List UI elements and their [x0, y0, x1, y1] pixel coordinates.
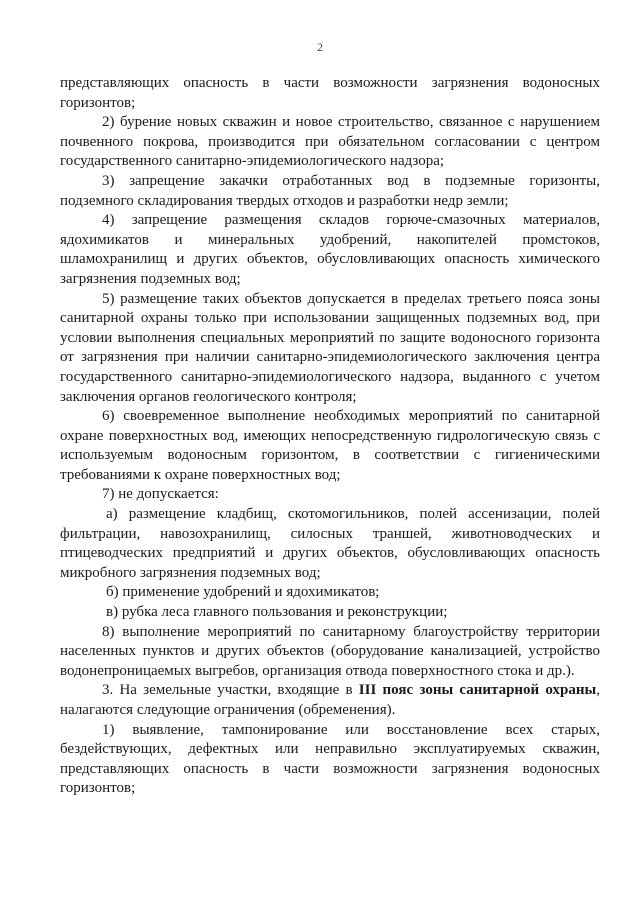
paragraph-section-3: [60, 681, 600, 720]
paragraph-subitem-a: а) размещение кладбищ, скотомогильников, полей ассенизации, полей фильтрации, навозохранилищ, силосных траншей, животноводческих и птицеводческих предприятий и других объектов, обусловливающих опасность микробного загрязнения подземных вод;: [60, 506, 600, 581]
paragraph-item-3: 3) запрещение закачки отработанных вод в подземные горизонты, подземного складирования твердых отходов и разработки недр земли;: [60, 172, 600, 209]
paragraph-subitem-b: б) применение удобрений и ядохимикатов;: [106, 584, 380, 601]
paragraph-item-6: 6) своевременное выполнение необходимых мероприятий по санитарной охране поверхностных вод, имеющих непосредственную гидрологическую связь с используемым водоносным горизонтом, в соответствии с гигиеническими требованиями к охране поверхностных вод;: [60, 408, 600, 483]
paragraph-item-2: 2) бурение новых скважин и новое строительство, связанное с нарушением почвенного покрова, производится при обязательном согласовании с центром государственного санитарно-эпидемиологического надзора;: [60, 114, 600, 170]
paragraph-item-5: 5) размещение таких объектов допускается в пределах третьего пояса зоны санитарной охраны только при использовании защищенных подземных вод, при условии выполнения специальных мероприятий по защите водоносного горизонта от загрязнения при наличии санитарно-эпидемиологического заключения центра государственного санитарно-эпидемиологического надзора, выданного с учетом заключения органов геологического контроля;: [60, 290, 600, 405]
paragraph-item-7: 7) не допускается:: [102, 486, 219, 503]
section-3-zone-name: III пояс зоны санитарной охраны: [358, 682, 597, 699]
paragraph-continuation: представляющих опасность в части возможности загрязнения водоносных горизонтов;: [60, 75, 600, 111]
paragraph-item-8: 8) выполнение мероприятий по санитарному благоустройству территории населенных пунктов и других объектов (оборудование канализацией, устройство водонепроницаемых выгребов, организация отвода поверхностного стока и др.).: [60, 623, 600, 679]
page-number: 2: [317, 40, 323, 54]
section-3-text-end: , налагаются следующие ограничения (обременения).: [60, 682, 600, 718]
document-body: [60, 74, 600, 799]
section-3-text-start: 3. На земельные участки, входящие в: [102, 682, 359, 699]
paragraph-section-3-item-1: 1) выявление, тампонирование или восстановление всех старых, бездействующих, дефектных или неправильно эксплуатируемых скважин, представляющих опасность в части возможности загрязнения водоносных горизонтов;: [60, 721, 600, 797]
paragraph-subitem-v: в) рубка леса главного пользования и реконструкции;: [106, 604, 448, 621]
paragraph-item-4: 4) запрещение размещения складов горюче-смазочных материалов, ядохимикатов и минеральных удобрений, накопителей промстоков, шламохранилищ и других объектов, обусловливающих опасность химического загрязнения подземных вод;: [60, 212, 600, 287]
